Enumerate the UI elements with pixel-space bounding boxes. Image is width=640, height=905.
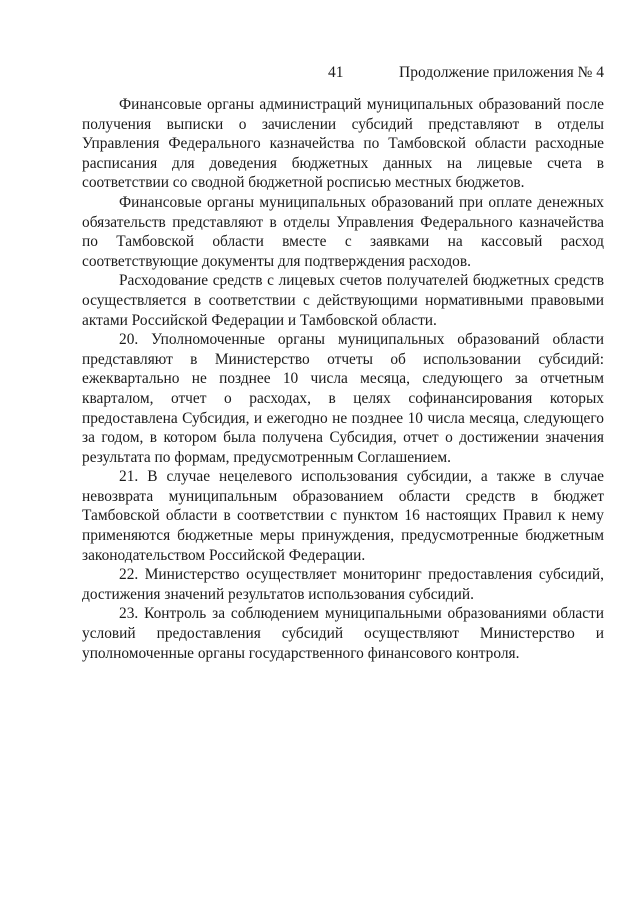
document-page	[82, 58, 604, 663]
appendix-continuation-note: Продолжение приложения № 4	[399, 64, 604, 81]
page-header	[82, 58, 604, 88]
paragraph-clause-20: 20. Уполномоченные органы муниципальных образований области представляют в Министерство отчеты об использовании субсидий: ежеквартально не позднее 10 числа месяца, следующего за отчетным кварталом, отчет о расходах, в целях софинансирования которых предоставлена Субсидия, и ежегодно не позднее 10 числа месяца, следующего за годом, в котором была получена Субсидия, отчет о достижении значения результата по формам, предусмотренным Соглашением.	[82, 331, 604, 466]
paragraph-clause-22: 22. Министерство осуществляет мониторинг предоставления субсидий, достижения значений результатов использования субсидий.	[82, 566, 604, 603]
document-body	[82, 95, 604, 663]
paragraph-financial-bodies-administrations: Финансовые органы администраций муниципальных образований после получения выписки о зачислении субсидий представляют в отделы Управления Федерального казначейства по Тамбовской области расходные расписания для доведения бюджетных данных на лицевые счета в соответствии со сводной бюджетной росписью местных бюджетов.	[82, 96, 604, 192]
paragraph-spending-funds: Расходование средств с лицевых счетов получателей бюджетных средств осуществляется в соответствии с действующими нормативными правовыми актами Российской Федерации и Тамбовской области.	[82, 272, 604, 329]
page-number: 41	[328, 64, 344, 81]
paragraph-clause-23: 23. Контроль за соблюдением муниципальными образованиями области условий предоставления субсидий осуществляют Министерство и уполномоченные органы государственного финансового контроля.	[82, 605, 604, 662]
paragraph-clause-21: 21. В случае нецелевого использования субсидии, а также в случае невозврата муниципальным образованием области средств в бюджет Тамбовской области в соответствии с пунктом 16 настоящих Правил к нему применяются бюджетные меры принуждения, предусмотренные бюджетным законодательством Российской Федерации.	[82, 468, 604, 564]
paragraph-financial-bodies-payments: Финансовые органы муниципальных образований при оплате денежных обязательств представляют в отделы Управления Федерального казначейства по Тамбовской области вместе с заявками на кассовый расход соответствующие документы для подтверждения расходов.	[82, 193, 604, 270]
